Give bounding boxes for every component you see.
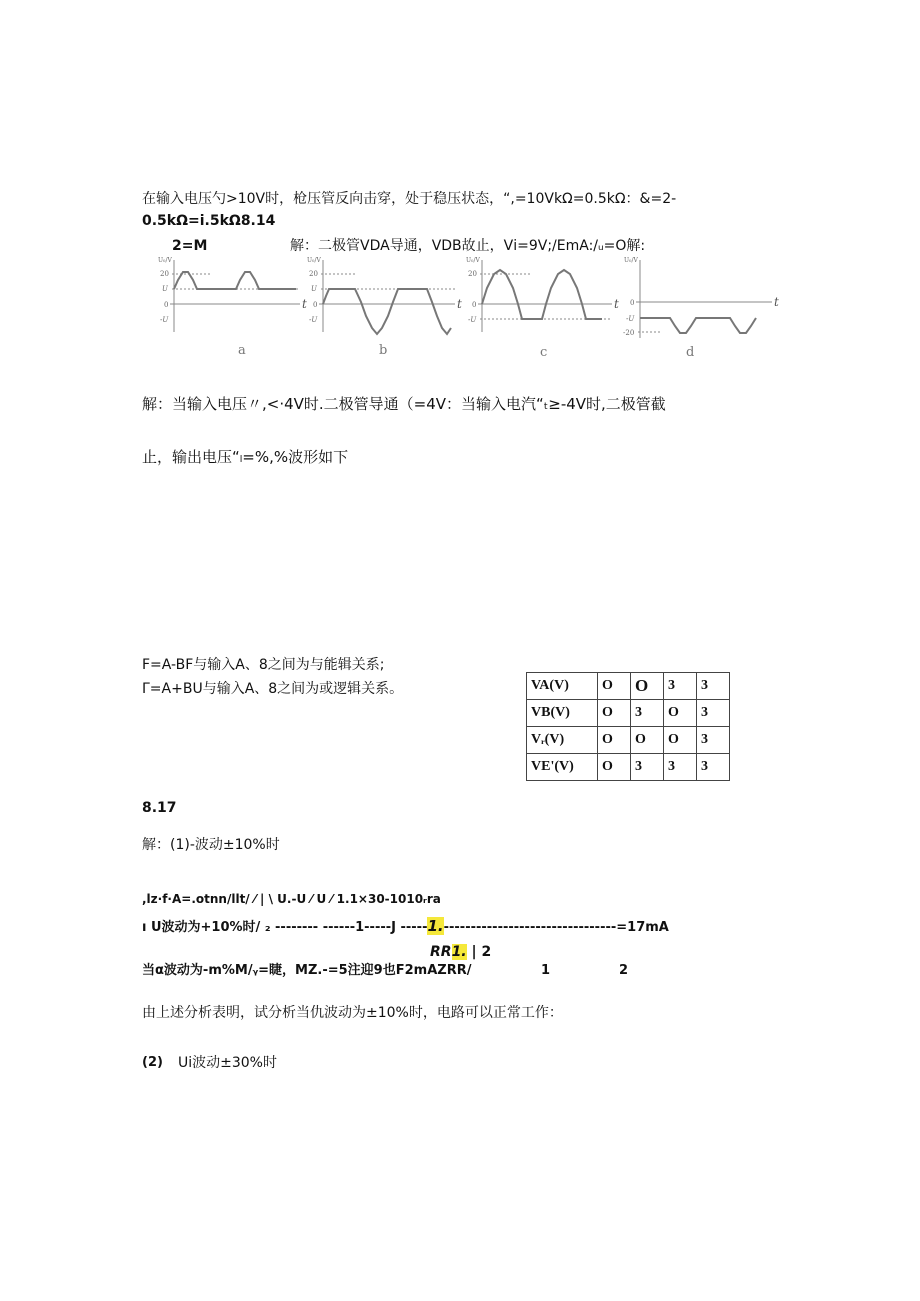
axis-y-label: U₀/V	[158, 257, 172, 264]
text-and-relation: F=A-BF与输入A、8之间为与能辑关系;	[142, 657, 385, 673]
text-conclusion: 由上述分析表明，试分析当仇波动为±10%时，电路可以正常工作：	[142, 1005, 563, 1021]
equation-line-2	[142, 917, 669, 937]
table-cell: O	[631, 673, 664, 700]
highlighted-fragment: 1.	[451, 944, 467, 960]
table-row	[527, 673, 730, 700]
equation-part: ı U波动为+10%时/ ₂ -------- ------1-----J -----	[142, 920, 428, 935]
table-cell: 3	[631, 754, 664, 781]
axis-t-label: t	[457, 297, 462, 311]
table-cell: 3	[664, 673, 697, 700]
table-row	[527, 754, 730, 781]
table-cell: 3	[697, 754, 730, 781]
tick-0: 0	[164, 301, 169, 309]
subscript-2: 2	[619, 963, 629, 978]
highlighted-fragment: 1.	[427, 917, 444, 935]
text-solution-part-2: Ui波动±30%时	[178, 1055, 277, 1071]
text-line-diode-solution: 解：二极管VDA导通，VDB故止，Vⅰ=9V;/EmA:/ᵤ=O解:	[290, 238, 646, 254]
tick-20: 20	[309, 270, 318, 278]
table-cell: O	[598, 700, 631, 727]
tick-neg-u: -U	[468, 316, 477, 324]
waveform-b	[305, 252, 465, 362]
row-label: Vᵣ(V)	[527, 727, 598, 754]
axis-y-label: U₀/V	[307, 257, 321, 264]
equation-part: | 2	[471, 944, 492, 960]
section-number-8-17: 8.17	[142, 800, 177, 816]
caption-d: d	[686, 345, 695, 360]
subscript-1: 1	[541, 963, 551, 978]
table-cell: 3	[697, 700, 730, 727]
table-cell: 3	[697, 727, 730, 754]
tick-u: U	[311, 285, 317, 293]
equation-line-3	[430, 943, 491, 961]
row-label: VE'(V)	[527, 754, 598, 781]
text-or-relation: Γ=A+BU与输入A、8之间为或逻辑关系。	[142, 681, 404, 697]
equation-line-1: ,lz·f·A=.otnn/llt/ ⁄ | \ U.-U ⁄ U ⁄ 1.1×30-1010ᵣra	[142, 892, 441, 906]
axis-t-label: t	[774, 295, 779, 309]
tick-neg-20: -20	[623, 329, 635, 337]
waveform-a	[150, 252, 310, 362]
text-line-zener-2: 0.5kΩ=i.5kΩ8.14	[142, 213, 276, 229]
tick-0: 0	[472, 301, 477, 309]
waveform-c	[462, 252, 622, 362]
table-cell: O	[664, 727, 697, 754]
tick-0: 0	[630, 299, 635, 307]
caption-a: a	[238, 343, 246, 358]
caption-b: b	[379, 343, 388, 358]
text-line-zener-1: 在输入电压勺>10V时，枪压管反向击穿，处于稳压状态，“,=10VkΩ=0.5kΩ：&=2-	[142, 191, 677, 207]
tick-u: U	[162, 285, 168, 293]
text-solution-part-1: 解：(1)-波动±10%时	[142, 837, 280, 853]
table-cell: O	[598, 754, 631, 781]
table-cell: 3	[697, 673, 730, 700]
equation-part: RR	[430, 944, 452, 960]
table-cell: O	[598, 727, 631, 754]
table-cell: O	[664, 700, 697, 727]
tick-neg-u: -U	[309, 316, 318, 324]
axis-y-label: U₀/V	[624, 257, 638, 264]
label-2-equals-m: 2=M	[172, 238, 208, 254]
waveform-d	[622, 252, 782, 362]
tick-20: 20	[160, 270, 169, 278]
truth-table	[526, 672, 730, 781]
axis-y-label: U₀/V	[466, 257, 480, 264]
tick-neg-u: -U	[160, 316, 169, 324]
table-row	[527, 700, 730, 727]
row-label: VA(V)	[527, 673, 598, 700]
text-line-clipper-2: 止，输出电压“ₗ=%,%波形如下	[142, 448, 349, 466]
axis-t-label: t	[302, 297, 307, 311]
equation-part: --------------------------------=17mA	[443, 920, 669, 935]
tick-neg-u: -U	[626, 315, 635, 323]
table-cell: O	[631, 727, 664, 754]
caption-c: c	[540, 345, 548, 360]
table-cell: O	[598, 673, 631, 700]
axis-t-label: t	[614, 297, 619, 311]
label-part-2: (2)	[142, 1055, 163, 1070]
row-label: VB(V)	[527, 700, 598, 727]
tick-20: 20	[468, 270, 477, 278]
text-line-clipper-1: 解：当输入电压〃,<·4V时.二极管导通（=4V：当输入电汽“ₜ≥-4V时,二极管截	[142, 395, 666, 413]
equation-line-4: 当α波动为-m%M/ᵧ=睫，MZ.-=5注迎9也F2mAZRR/	[142, 963, 472, 978]
table-row	[527, 727, 730, 754]
table-cell: 3	[631, 700, 664, 727]
table-cell: 3	[664, 754, 697, 781]
tick-0: 0	[313, 301, 318, 309]
